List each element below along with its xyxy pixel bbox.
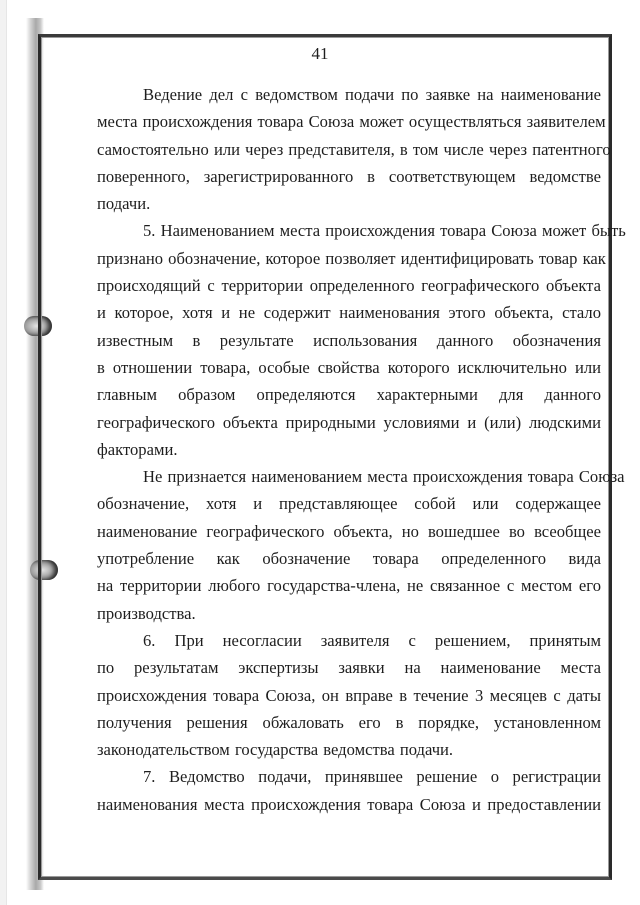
text-line: 5. Наименованием места происхождения товара Союза может быть [143,221,626,241]
text-line: самостоятельно или через представителя, в том числе через патентного [97,139,611,159]
text-line: 7. Ведомство подачи, принявшее решение о регистрации [143,767,601,787]
text-line: подачи. [97,194,151,214]
text-line: места происхождения товара Союза может осуществляться заявителем [97,112,606,132]
paragraph-not-recognized [97,463,625,627]
scan-left-edge [0,0,7,905]
text-line: Ведение дел с ведомством подачи по заявке на наименование [143,85,601,104]
text-line: главным образом определяются характерными для данного [97,385,601,405]
text-line: употребление как обозначение товара определенного вида [97,549,601,569]
text-line: известным в результате использования данного обозначения [97,330,601,350]
text-line: Не признается наименованием места происхождения товара Союза [143,467,625,487]
page-number: 41 [311,44,329,63]
text-line: наименование географического объекта, но вошедшее во всеобщее [97,521,601,541]
text-line: географического объекта природными условиями и (или) людскими [97,412,601,432]
text-line: происходящий с территории определенного географического объекта [97,276,601,296]
text-line: происхождения товара Союза, он вправе в течение 3 месяцев с даты [97,685,601,705]
paragraph-filing-conduct [97,81,611,217]
document-body [97,81,626,818]
text-line: законодательством государства ведомства подачи. [97,740,454,760]
text-line: в отношении товара, особые свойства которого исключительно или [97,357,601,377]
text-line: производства. [97,603,196,623]
text-line: по результатам экспертизы заявки на наименование места [97,658,601,678]
text-line: обозначение, хотя и представляющее собой или содержащее [97,494,601,514]
text-line: поверенного, зарегистрированного в соответствующем ведомстве [97,166,601,186]
text-line: на территории любого государства-члена, не связанное с местом его [97,576,601,596]
text-line: признано обозначение, которое позволяет идентифицировать товар как [97,248,606,268]
text-line: 6. При несогласии заявителя с решением, принятым [143,630,601,650]
text-line: наименования места происхождения товара Союза и предоставлении [97,794,601,814]
paragraph-item-7 [97,763,601,818]
text-line: факторами. [97,439,178,459]
text-line: получения решения обжаловать его в порядке, установленном [97,712,601,732]
text-line: и которое, хотя и не содержит наименования этого объекта, стало [97,303,601,323]
paragraph-item-6 [97,627,601,763]
paragraph-item-5 [97,217,626,463]
